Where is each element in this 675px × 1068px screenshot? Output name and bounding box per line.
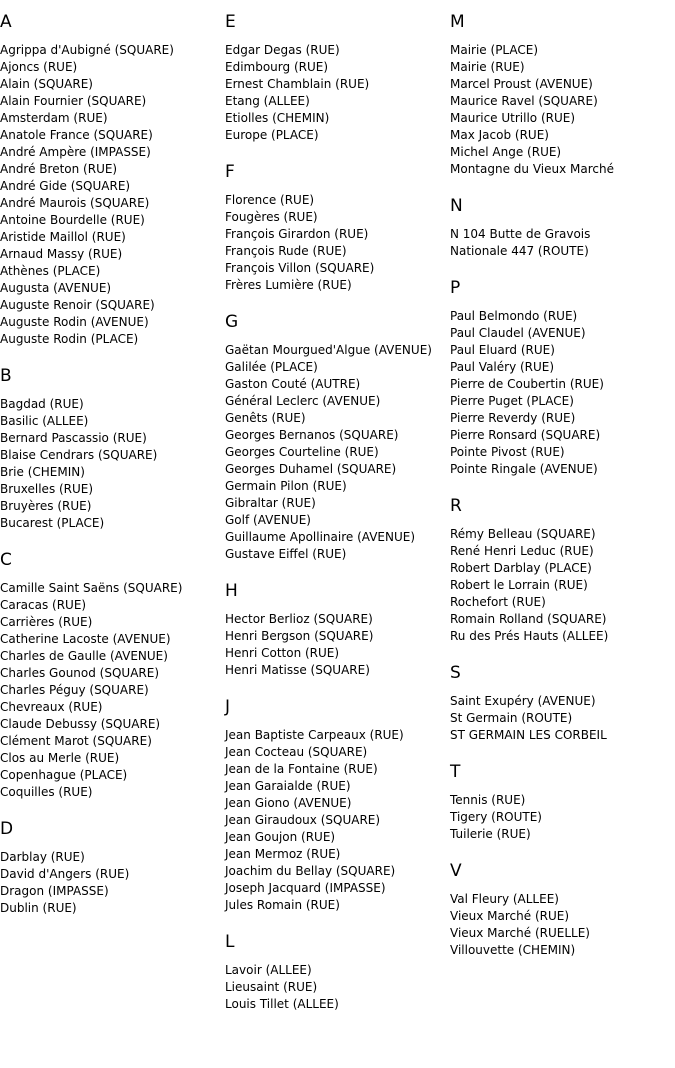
street-item: Charles Péguy (SQUARE): [0, 683, 149, 697]
street-item: Romain Rolland (SQUARE): [450, 612, 607, 626]
street-list: [225, 42, 450, 144]
street-item: Pierre Puget (PLACE): [450, 394, 574, 408]
letter-heading: L: [225, 932, 235, 952]
street-item: Lavoir (ALLEE): [225, 963, 312, 977]
street-item: Catherine Lacoste (AVENUE): [0, 632, 171, 646]
street-item: Blaise Cendrars (SQUARE): [0, 448, 158, 462]
letter-section: [0, 354, 225, 532]
street-item: Dragon (IMPASSE): [0, 884, 109, 898]
letter-heading: D: [0, 819, 14, 839]
street-list: [450, 891, 675, 959]
street-item: Ajoncs (RUE): [0, 60, 78, 74]
street-item: Chevreaux (RUE): [0, 700, 103, 714]
street-item: Joseph Jacquard (IMPASSE): [225, 881, 386, 895]
letter-section: [225, 0, 450, 144]
letter-section: [450, 266, 675, 478]
street-item: Jean Garaialde (RUE): [225, 779, 351, 793]
letter-heading: G: [225, 312, 239, 332]
street-item: Général Leclerc (AVENUE): [225, 394, 381, 408]
street-item: Gustave Eiffel (RUE): [225, 547, 347, 561]
street-item: André Gide (SQUARE): [0, 179, 131, 193]
street-item: Auguste Rodin (AVENUE): [0, 315, 149, 329]
letter-section: [450, 651, 675, 744]
street-item: Max Jacob (RUE): [450, 128, 549, 142]
letter-heading: R: [450, 496, 462, 516]
street-list: [450, 792, 675, 843]
street-item: Etiolles (CHEMIN): [225, 111, 330, 125]
street-list: [450, 42, 675, 178]
street-item: Jean Giono (AVENUE): [225, 796, 352, 810]
street-item: Claude Debussy (SQUARE): [0, 717, 161, 731]
letter-section: [0, 807, 225, 917]
street-item: St Germain (ROUTE): [450, 711, 573, 725]
street-list: [0, 849, 225, 917]
street-item: Charles Gounod (SQUARE): [0, 666, 160, 680]
street-item: Montagne du Vieux Marché: [450, 162, 614, 176]
street-item: Marcel Proust (AVENUE): [450, 77, 593, 91]
street-item: Charles de Gaulle (AVENUE): [0, 649, 168, 663]
street-item: Galilée (PLACE): [225, 360, 318, 374]
street-item: René Henri Leduc (RUE): [450, 544, 594, 558]
street-item: Robert le Lorrain (RUE): [450, 578, 588, 592]
street-item: Germain Pilon (RUE): [225, 479, 347, 493]
street-item: Rémy Belleau (SQUARE): [450, 527, 596, 541]
street-item: Ru des Prés Hauts (ALLEE): [450, 629, 609, 643]
letter-section: [225, 150, 450, 294]
street-item: Jean Cocteau (SQUARE): [225, 745, 368, 759]
letter-heading: J: [225, 697, 231, 717]
street-item: Gaston Couté (AUTRE): [225, 377, 361, 391]
street-item: ST GERMAIN LES CORBEIL: [450, 728, 607, 742]
street-item: Brie (CHEMIN): [0, 465, 85, 479]
street-item: Villouvette (CHEMIN): [450, 943, 576, 957]
street-list: [225, 611, 450, 679]
letter-section: [450, 849, 675, 959]
street-item: Bagdad (RUE): [0, 397, 84, 411]
letter-heading: H: [225, 581, 238, 601]
street-item: Lieusaint (RUE): [225, 980, 318, 994]
street-item: Pierre de Coubertin (RUE): [450, 377, 604, 391]
street-item: Athènes (PLACE): [0, 264, 101, 278]
street-item: Gibraltar (RUE): [225, 496, 316, 510]
street-item: Clos au Merle (RUE): [0, 751, 120, 765]
letter-section: [450, 184, 675, 260]
street-item: Georges Duhamel (SQUARE): [225, 462, 397, 476]
street-item: François Villon (SQUARE): [225, 261, 375, 275]
street-item: Agrippa d'Aubigné (SQUARE): [0, 43, 174, 57]
street-item: Vieux Marché (RUELLE): [450, 926, 590, 940]
index-column: [450, 0, 675, 965]
street-item: François Rude (RUE): [225, 244, 347, 258]
street-item: André Maurois (SQUARE): [0, 196, 150, 210]
street-list: [450, 526, 675, 645]
street-item: François Girardon (RUE): [225, 227, 369, 241]
street-item: Basilic (ALLEE): [0, 414, 89, 428]
street-item: Tigery (ROUTE): [450, 810, 542, 824]
street-item: Joachim du Bellay (SQUARE): [225, 864, 396, 878]
letter-section: [0, 538, 225, 801]
street-item: Jean Goujon (RUE): [225, 830, 336, 844]
street-item: Jean de la Fontaine (RUE): [225, 762, 378, 776]
street-item: Maurice Ravel (SQUARE): [450, 94, 598, 108]
street-item: Alain Fournier (SQUARE): [0, 94, 147, 108]
street-item: Ernest Chamblain (RUE): [225, 77, 370, 91]
street-item: Henri Matisse (SQUARE): [225, 663, 370, 677]
street-list: [450, 308, 675, 478]
street-item: Alain (SQUARE): [0, 77, 93, 91]
street-item: Antoine Bourdelle (RUE): [0, 213, 145, 227]
street-item: Saint Exupéry (AVENUE): [450, 694, 596, 708]
letter-heading: S: [450, 663, 461, 683]
letter-section: [225, 685, 450, 914]
street-item: Michel Ange (RUE): [450, 145, 562, 159]
street-item: Georges Courteline (RUE): [225, 445, 379, 459]
letter-heading: C: [0, 550, 12, 570]
index-column: [0, 0, 225, 923]
letter-heading: E: [225, 12, 236, 32]
letter-heading: T: [450, 762, 461, 782]
street-item: Pierre Ronsard (SQUARE): [450, 428, 601, 442]
street-item: Pointe Pivost (RUE): [450, 445, 565, 459]
street-item: Bruyères (RUE): [0, 499, 92, 513]
street-item: Paul Belmondo (RUE): [450, 309, 578, 323]
street-item: Gaëtan Mourgued'Algue (AVENUE): [225, 343, 432, 357]
letter-section: [225, 300, 450, 563]
street-list: [0, 42, 225, 348]
street-item: Jean Mermoz (RUE): [225, 847, 341, 861]
street-item: Camille Saint Saëns (SQUARE): [0, 581, 183, 595]
letter-section: [450, 484, 675, 645]
street-item: Golf (AVENUE): [225, 513, 311, 527]
letter-section: [225, 569, 450, 679]
street-item: Paul Eluard (RUE): [450, 343, 555, 357]
street-item: Mairie (RUE): [450, 60, 525, 74]
street-item: Hector Berlioz (SQUARE): [225, 612, 373, 626]
street-item: Florence (RUE): [225, 193, 315, 207]
street-item: Robert Darblay (PLACE): [450, 561, 592, 575]
street-item: Auguste Renoir (SQUARE): [0, 298, 155, 312]
street-list: [225, 727, 450, 914]
street-item: Louis Tillet (ALLEE): [225, 997, 339, 1011]
street-item: Copenhague (PLACE): [0, 768, 128, 782]
street-list: [0, 580, 225, 801]
street-item: Auguste Rodin (PLACE): [0, 332, 139, 346]
street-item: Tennis (RUE): [450, 793, 526, 807]
street-item: Bernard Pascassio (RUE): [0, 431, 147, 445]
street-list: [450, 693, 675, 744]
letter-heading: P: [450, 278, 461, 298]
street-item: Henri Bergson (SQUARE): [225, 629, 374, 643]
street-item: Augusta (AVENUE): [0, 281, 112, 295]
street-item: Bruxelles (RUE): [0, 482, 94, 496]
letter-heading: V: [450, 861, 462, 881]
street-item: Val Fleury (ALLEE): [450, 892, 559, 906]
street-item: Guillaume Apollinaire (AVENUE): [225, 530, 416, 544]
letter-heading: B: [0, 366, 12, 386]
street-item: N 104 Butte de Gravois: [450, 227, 591, 241]
letter-section: [450, 750, 675, 843]
letter-section: [225, 920, 450, 1013]
street-list: [450, 226, 675, 260]
street-item: Frères Lumière (RUE): [225, 278, 352, 292]
street-item: André Ampère (IMPASSE): [0, 145, 151, 159]
letter-section: [450, 0, 675, 178]
letter-heading: F: [225, 162, 235, 182]
street-item: Darblay (RUE): [0, 850, 85, 864]
street-item: Fougères (RUE): [225, 210, 318, 224]
street-item: Pierre Reverdy (RUE): [450, 411, 576, 425]
street-item: Jules Romain (RUE): [225, 898, 340, 912]
street-item: Genêts (RUE): [225, 411, 306, 425]
street-item: Carrières (RUE): [0, 615, 93, 629]
street-list: [225, 962, 450, 1013]
street-item: Caracas (RUE): [0, 598, 87, 612]
street-item: Nationale 447 (ROUTE): [450, 244, 589, 258]
street-item: André Breton (RUE): [0, 162, 118, 176]
street-item: Tuilerie (RUE): [450, 827, 531, 841]
street-item: Europe (PLACE): [225, 128, 319, 142]
street-item: Maurice Utrillo (RUE): [450, 111, 576, 125]
street-item: Edgar Degas (RUE): [225, 43, 340, 57]
street-item: Anatole France (SQUARE): [0, 128, 153, 142]
letter-heading: N: [450, 196, 463, 216]
street-item: David d'Angers (RUE): [0, 867, 130, 881]
street-list: [0, 396, 225, 532]
street-item: Paul Claudel (AVENUE): [450, 326, 586, 340]
street-item: Coquilles (RUE): [0, 785, 93, 799]
street-item: Etang (ALLEE): [225, 94, 310, 108]
letter-heading: M: [450, 12, 465, 32]
street-list: [225, 342, 450, 563]
street-item: Clément Marot (SQUARE): [0, 734, 152, 748]
street-list: [225, 192, 450, 294]
street-item: Dublin (RUE): [0, 901, 77, 915]
street-item: Bucarest (PLACE): [0, 516, 105, 530]
street-item: Amsterdam (RUE): [0, 111, 108, 125]
street-item: Aristide Maillol (RUE): [0, 230, 126, 244]
street-item: Jean Baptiste Carpeaux (RUE): [225, 728, 404, 742]
street-item: Henri Cotton (RUE): [225, 646, 340, 660]
street-item: Jean Giraudoux (SQUARE): [225, 813, 381, 827]
street-item: Rochefort (RUE): [450, 595, 546, 609]
index-column: [225, 0, 450, 1019]
street-item: Mairie (PLACE): [450, 43, 539, 57]
street-item: Edimbourg (RUE): [225, 60, 329, 74]
letter-section: [0, 0, 225, 348]
letter-heading: A: [0, 12, 12, 32]
street-item: Georges Bernanos (SQUARE): [225, 428, 399, 442]
street-item: Pointe Ringale (AVENUE): [450, 462, 598, 476]
street-item: Vieux Marché (RUE): [450, 909, 570, 923]
street-item: Arnaud Massy (RUE): [0, 247, 123, 261]
street-item: Paul Valéry (RUE): [450, 360, 555, 374]
